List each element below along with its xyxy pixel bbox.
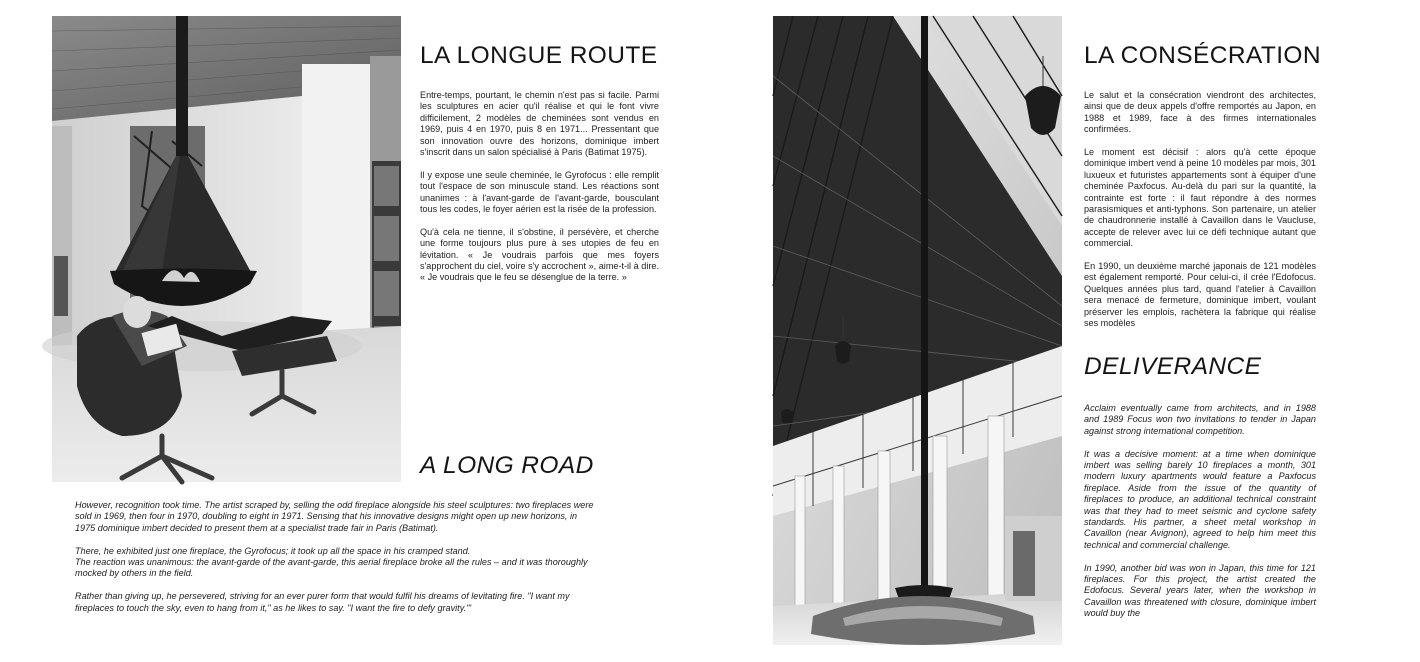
paragraph: Rather than giving up, he persevered, striving for an ever purer form that would fulfil his dreams of levitating fire. "I want my fireplaces to touch the sky, even to hang from it," as he likes to say. "I want the fire to defy gravity.'" (75, 591, 570, 613)
title-la-longue-route: LA LONGUE ROUTE (420, 42, 658, 69)
paragraph: It was a decisive moment: at a time when dominique imbert was selling barely 10 fireplaces a month, 301 modern luxury apartments would feature a Paxfocus fireplace. Aside from the issue of the quantity of fireplaces to produce, an additional technical constraint was that they had to meet seismic and cyclone safety standards. His partner, a sheet metal workshop in Cavaillon (near Avignon), agreed to help him meet this technical and commercial challenge. (1084, 448, 1316, 550)
paragraph: In 1990, another bid was won in Japan, this time for 121 fireplaces. For this project, the artist created the Edofocus. Several years later, when the workshop in Cavaillon was threatened with closure, dominique imbert would buy the (1084, 562, 1316, 619)
body-text-french-left (420, 90, 659, 284)
title-a-long-road: A LONG ROAD (420, 452, 594, 479)
paragraph: Le salut et la consécration viendront des architectes, ainsi que de deux appels d'offre remportés au Japon, en 1988 et 1989, face à des firmes internationales confirmées. (1084, 90, 1316, 135)
photo-suspended-fireplace (52, 16, 401, 482)
paragraph: En 1990, un deuxième marché japonais de 121 modèles est également remporté. Pour celui-ci, il crée l'Edofocus. Quelques années plus tard, quand l'atelier à Cavaillon sera menacé de fermeture, dominique imbert, voulant préserver les emplois, rachètera la fabrique qui réalise ses modèles (1084, 261, 1316, 329)
title-la-consecration: LA CONSÉCRATION (1084, 42, 1321, 69)
paragraph: The reaction was unanimous: the avant-garde of the avant-garde, this aerial fireplace broke all the rules – and it was thoroughly mocked by others in the field. (75, 557, 588, 579)
photo-industrial-hall-fireplace (773, 16, 1062, 645)
paragraph: Qu'à cela ne tienne, il s'obstine, il persévère, et cherche une forme toujours plus pure à ses utopies de feu en lévitation. « Je voudrais parfois que mes foyers s'approchent du ciel, voire s'y accrochent », aime-t-il à dire. « Je voudrais que le feu se désenglue de la terre. » (420, 226, 659, 283)
body-text-english-right (1084, 403, 1316, 623)
paragraph: Il y expose une seule cheminée, le Gyrofocus : elle remplit tout l'espace de son minuscule stand. Les réactions sont unanimes : à l'avant-garde de l'avant-garde, bousculant tous les codes, le foyer aérien est la risée de la profession. (420, 169, 659, 215)
body-text-english-left (75, 500, 599, 614)
paragraph: Le moment est décisif : alors qu'à cette époque dominique imbert vend à peine 10 modèles par mois, 301 luxueux et futuristes appartements sont à équiper d'une cheminée Paxfocus. Au-delà du pari sur la quantité, la contrainte est forte : il faut répondre à des normes parasismiques et anti-typhons. Son partenaire, un atelier de chaudronnerie installé à Cavaillon dans le Vaucluse, accepte de relever avec lui ce défi technique autant que commercial. (1084, 147, 1316, 249)
paragraph: However, recognition took time. The artist scraped by, selling the odd fireplace alongside his steel sculptures: two fireplaces were sold in 1969, then four in 1970, doubling to eight in 1971. Sensing that his innovative designs might open up new horizons, in 1975 dominique imbert decided to present them at a specialist trade fair in Paris (Batimat). (75, 500, 594, 533)
paragraph: Acclaim eventually came from architects, and in 1988 and 1989 Focus won two invitations to tender in Japan against strong international competition. (1084, 403, 1316, 436)
paragraph: Entre-temps, pourtant, le chemin n'est pas si facile. Parmi les sculptures en acier qu'il réalise et qui le font vivre difficilement, 2 modèles de cheminées sont vendus en 1969, puis 4 en 1970, puis 8 en 1971... Pressentant que son innovation ouvre des horizons, dominique imbert s'inscrit dans un salon spécialisé à Paris (Batimat 1975). (420, 90, 659, 158)
paragraph: There, he exhibited just one fireplace, the Gyrofocus; it took up all the space in his cramped stand. (75, 545, 471, 556)
title-deliverance: DELIVERANCE (1084, 353, 1262, 380)
body-text-french-right (1084, 90, 1316, 329)
